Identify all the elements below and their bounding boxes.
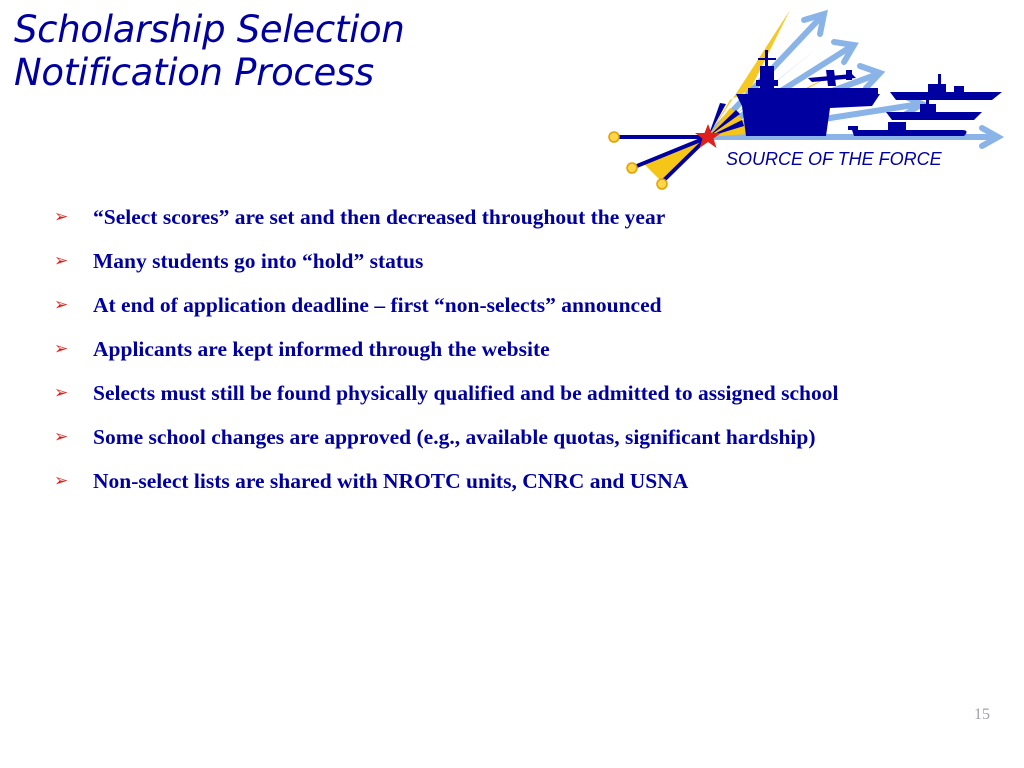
bullet-text: At end of application deadline – first “non-selects” announced (93, 293, 662, 317)
arrowhead-bullet-icon: ➢ (54, 251, 69, 271)
title-line-2: Notification Process (14, 51, 374, 94)
title-line-1: Scholarship Selection (14, 8, 405, 51)
bullet-text: Applicants are kept informed through the website (93, 337, 550, 361)
bullet-text: “Select scores” are set and then decreased throughout the year (93, 205, 666, 229)
arrowhead-bullet-icon: ➢ (54, 207, 69, 227)
bullet-text: Some school changes are approved (e.g., available quotas, significant hardship) (93, 425, 816, 449)
fan-hub (708, 103, 748, 137)
arrowhead-bullet-icon: ➢ (54, 339, 69, 359)
bullet-list (54, 200, 954, 508)
bullet-item (54, 288, 954, 322)
bullet-item (54, 244, 954, 278)
arrowhead-bullet-icon: ➢ (54, 295, 69, 315)
navy-ships-star-emblem-icon (590, 0, 1024, 200)
bullet-text: Non-select lists are shared with NROTC units, CNRC and USNA (93, 469, 689, 493)
bullet-item (54, 420, 954, 454)
bullet-item (54, 464, 954, 498)
arrowhead-bullet-icon: ➢ (54, 383, 69, 403)
slide-title (14, 8, 614, 94)
bullet-text: Many students go into “hold” status (93, 249, 424, 273)
bullet-item (54, 376, 954, 410)
tagline: SOURCE OF THE FORCE (726, 149, 942, 169)
arrowhead-bullet-icon: ➢ (54, 427, 69, 447)
arrowhead-bullet-icon: ➢ (54, 471, 69, 491)
submarine (848, 122, 967, 136)
bullet-item (54, 200, 954, 234)
destroyer (890, 74, 1002, 100)
bullet-item (54, 332, 954, 366)
page-number: 15 (974, 706, 990, 723)
bullet-text: Selects must still be found physically qualified and be admitted to assigned school (93, 381, 839, 405)
